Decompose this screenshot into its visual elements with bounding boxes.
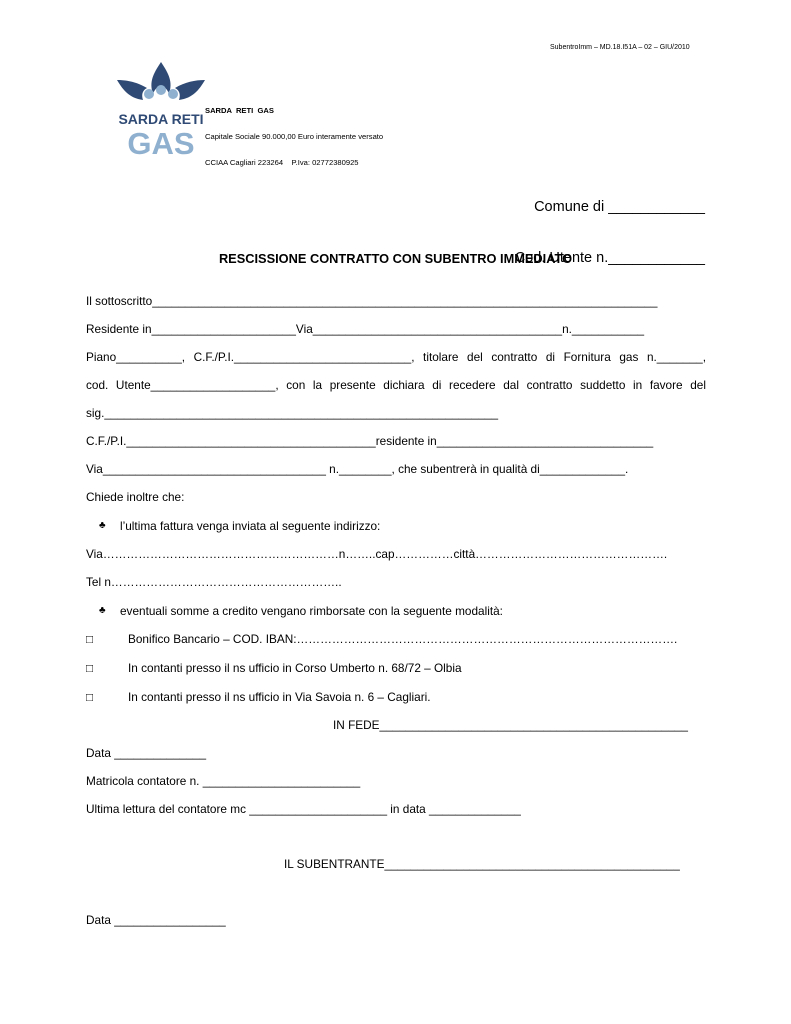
checkbox-bonifico[interactable]: □	[86, 632, 94, 646]
option-bonifico[interactable]: Bonifico Bancario – COD. IBAN:…………………………………………………………………………………….	[128, 632, 678, 646]
option-olbia: In contanti presso il ns ufficio in Corso Umberto n. 68/72 – Olbia	[128, 661, 462, 675]
comune-block	[515, 165, 705, 284]
club-bullet-icon: ♣	[99, 520, 106, 531]
sig-field[interactable]: sig.____________________________________________________________	[86, 406, 499, 420]
document-reference: SubentroImm – MD.18.I51A – 02 – GIU/2010	[550, 44, 690, 51]
piano-field[interactable]: Piano__________, C.F./P.I.___________________________, titolare del contratto di Fornitura gas n._______,	[86, 350, 706, 364]
company-capital: Capitale Sociale 90.000,00 Euro interamente versato	[205, 131, 384, 141]
via-subentrante-field[interactable]: Via__________________________________ n.________, che subentrerà in qualità di_____________.	[86, 462, 629, 476]
cod-utente-field[interactable]: Cod. Utente n.____________	[514, 250, 705, 266]
chiede-label: Chiede inoltre che:	[86, 490, 185, 504]
flame-logo-icon	[113, 60, 209, 156]
ultima-lettura-field[interactable]: Ultima lettura del contatore mc _____________________ in data ______________	[86, 802, 521, 816]
subentrante-signature[interactable]: IL SUBENTRANTE_____________________________________________	[284, 857, 680, 871]
company-registry: CCIAA Cagliari 223264 P.Iva: 02772380925	[205, 158, 359, 168]
option-cagliari: In contanti presso il ns ufficio in Via Savoia n. 6 – Cagliari.	[128, 690, 431, 704]
company-info	[205, 89, 383, 177]
sarda-reti-gas-logo	[104, 42, 204, 156]
bullet-fattura: l’ultima fattura venga inviata al seguente indirizzo:	[120, 519, 381, 533]
residente-field[interactable]: Residente in______________________Via______________________________________n.___________	[86, 322, 645, 336]
checkbox-olbia[interactable]: □	[86, 661, 94, 675]
in-fede-signature[interactable]: IN FEDE_______________________________________________	[333, 718, 688, 732]
checkbox-cagliari[interactable]: □	[86, 690, 94, 704]
data-field-2[interactable]: Data _________________	[86, 913, 226, 927]
company-name: SARDA RETI GAS	[205, 105, 274, 115]
cod-utente-line[interactable]: cod. Utente___________________, con la presente dichiara di recedere dal contratto suddetto in favore del	[86, 378, 706, 392]
matricola-field[interactable]: Matricola contatore n. ________________________	[86, 774, 361, 788]
via-indirizzo-field[interactable]: Via……………………………………………………n……..cap……………città………………………………………….	[86, 547, 668, 561]
data-field-1[interactable]: Data ______________	[86, 746, 207, 760]
sottoscritto-field[interactable]: Il sottoscritto_____________________________________________________________________________	[86, 294, 658, 308]
tel-field[interactable]: Tel n…………………………………………………..	[86, 575, 342, 589]
logo-text-bottom: GAS	[127, 126, 195, 156]
bullet-rimborso: eventuali somme a credito vengano rimborsate con la seguente modalità:	[120, 604, 503, 618]
club-bullet-icon: ♣	[99, 605, 106, 616]
comune-field[interactable]: Comune di ____________	[534, 199, 705, 215]
logo-text-top: SARDA RETI	[118, 111, 204, 127]
cf-subentrante-field[interactable]: C.F./P.I.______________________________________residente in_________________________________	[86, 434, 654, 448]
form-title: RESCISSIONE CONTRATTO CON SUBENTRO IMMEDIATO	[218, 251, 573, 266]
